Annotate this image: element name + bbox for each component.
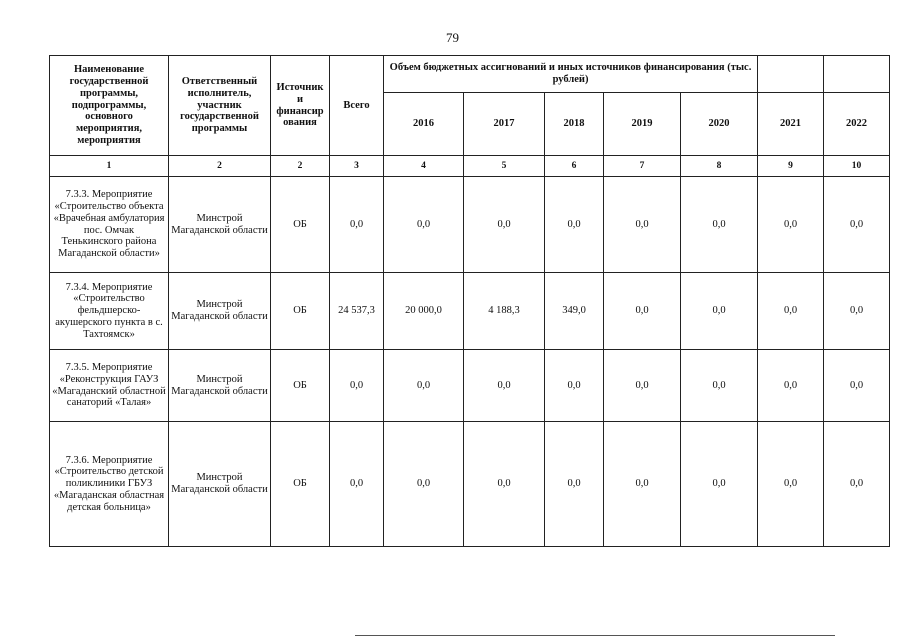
table-row: [50, 177, 890, 273]
row-value: 0,0: [545, 177, 604, 273]
row-name: 7.3.5. Мероприятие «Реконструкция ГАУЗ «Магаданский областной санаторий «Талая»: [50, 350, 169, 422]
row-value: 0,0: [545, 422, 604, 547]
header-row-top: [50, 56, 890, 93]
row-value: 349,0: [545, 273, 604, 350]
row-value: 0,0: [681, 422, 758, 547]
column-number: 4: [384, 156, 464, 177]
row-value: 0,0: [681, 350, 758, 422]
row-value: 0,0: [758, 422, 824, 547]
row-value: 0,0: [384, 422, 464, 547]
header-year: 2020: [681, 93, 758, 156]
row-name: 7.3.4. Мероприятие «Строительство фельдшерско-акушерского пункта в с. Тахтоямск»: [50, 273, 169, 350]
row-value: 20 000,0: [384, 273, 464, 350]
row-value: 0,0: [604, 350, 681, 422]
row-executor: Минстрой Магаданской области: [169, 273, 271, 350]
bottom-divider: [355, 635, 835, 636]
header-year: 2017: [464, 93, 545, 156]
row-executor: Минстрой Магаданской области: [169, 422, 271, 547]
row-value: 0,0: [824, 177, 890, 273]
row-value: 0,0: [545, 350, 604, 422]
header-year: 2019: [604, 93, 681, 156]
column-number: 5: [464, 156, 545, 177]
column-number-row: [50, 156, 890, 177]
row-value: 0,0: [384, 177, 464, 273]
column-number: 1: [50, 156, 169, 177]
row-total: 0,0: [330, 350, 384, 422]
row-name: 7.3.3. Мероприятие «Строительство объекта «Врачебная амбулатория пос. Омчак Тенькинского района Магаданской области»: [50, 177, 169, 273]
header-budget-group: Объем бюджетных ассигнований и иных источников финансирования (тыс. рублей): [384, 56, 758, 93]
column-number: 2: [169, 156, 271, 177]
header-total: Всего: [330, 56, 384, 156]
header-name: Наименование государственной программы, подпрограммы, основного мероприятия, мероприятия: [50, 56, 169, 156]
row-value: 0,0: [824, 273, 890, 350]
header-year: 2016: [384, 93, 464, 156]
header-year: 2018: [545, 93, 604, 156]
table-row: [50, 422, 890, 547]
column-number: 10: [824, 156, 890, 177]
column-number: 7: [604, 156, 681, 177]
table-row: [50, 350, 890, 422]
header-empty-9: [758, 56, 824, 93]
row-name: 7.3.6. Мероприятие «Строительство детской поликлиники ГБУЗ «Магаданская областная детская больница»: [50, 422, 169, 547]
row-value: 0,0: [604, 422, 681, 547]
header-year: 2021: [758, 93, 824, 156]
row-total: 0,0: [330, 422, 384, 547]
row-value: 4 188,3: [464, 273, 545, 350]
row-source: ОБ: [271, 350, 330, 422]
row-value: 0,0: [464, 350, 545, 422]
table-row: [50, 273, 890, 350]
row-value: 0,0: [681, 273, 758, 350]
row-source: ОБ: [271, 422, 330, 547]
row-value: 0,0: [824, 422, 890, 547]
row-executor: Минстрой Магаданской области: [169, 350, 271, 422]
row-source: ОБ: [271, 177, 330, 273]
header-year: 2022: [824, 93, 890, 156]
row-value: 0,0: [464, 177, 545, 273]
header-executor: Ответственный исполнитель, участник государственной программы: [169, 56, 271, 156]
row-value: 0,0: [681, 177, 758, 273]
row-executor: Минстрой Магаданской области: [169, 177, 271, 273]
row-value: 0,0: [604, 273, 681, 350]
column-number: 3: [330, 156, 384, 177]
row-value: 0,0: [384, 350, 464, 422]
budget-table: [49, 55, 890, 547]
column-number: 9: [758, 156, 824, 177]
row-total: 24 537,3: [330, 273, 384, 350]
column-number: 8: [681, 156, 758, 177]
page-number: 79: [446, 30, 459, 45]
column-number: 6: [545, 156, 604, 177]
column-number: 2: [271, 156, 330, 177]
row-value: 0,0: [758, 273, 824, 350]
row-value: 0,0: [824, 350, 890, 422]
row-value: 0,0: [758, 177, 824, 273]
header-source: Источник и финансир ования: [271, 56, 330, 156]
header-empty-10: [824, 56, 890, 93]
row-source: ОБ: [271, 273, 330, 350]
row-total: 0,0: [330, 177, 384, 273]
row-value: 0,0: [464, 422, 545, 547]
row-value: 0,0: [758, 350, 824, 422]
row-value: 0,0: [604, 177, 681, 273]
